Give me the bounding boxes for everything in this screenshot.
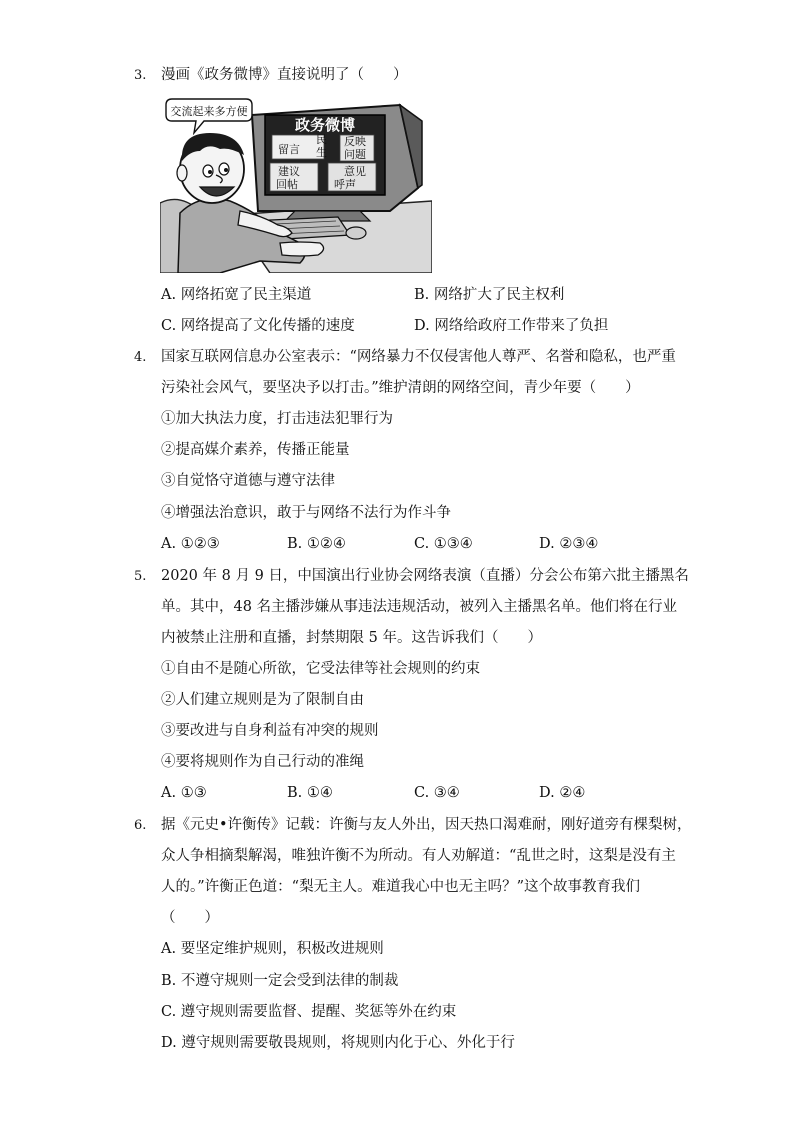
question-6-stem-line: （ ） [161,910,219,926]
question-4-stem-line: 国家互联网信息办公室表示：“网络暴力不仅侵害他人尊严、名誉和隐私，也严重 [161,349,676,365]
screen-word: 建议 [278,165,300,178]
q5-option-c[interactable]: C. ③④ [414,785,460,801]
question-5-number: 5. [134,569,147,584]
q3-option-d[interactable]: D. 网络给政府工作带来了负担 [414,318,609,334]
cartoon-image [160,93,432,273]
screen-word: 意见 [344,165,366,178]
q4-option-a[interactable]: A. ①②③ [161,536,220,552]
question-5-stem-line: 2020 年 8 月 9 日，中国演出行业协会网络表演（直播）分会公布第六批主播黑名 [161,568,689,584]
q4-option-c[interactable]: C. ①③④ [414,536,473,552]
q3-option-a[interactable]: A. 网络拓宽了民主渠道 [161,287,312,303]
question-5-stem-line: 单。其中，48 名主播涉嫌从事违法违规活动，被列入主播黑名单。他们将在行业 [161,599,678,615]
question-4-number: 4. [134,350,147,365]
screen-word: 留言 [278,143,300,156]
q4-item: ①加大执法力度，打击违法犯罪行为 [161,411,393,427]
q4-option-d[interactable]: D. ②③④ [539,536,599,552]
q5-item: ④要将规则作为自己行动的准绳 [161,754,364,770]
q6-option-d[interactable]: D. 遵守规则需要敬畏规则，将规则内化于心、外化于行 [161,1035,515,1051]
question-5-stem-line: 内被禁止注册和直播，封禁期限 5 年。这告诉我们（ ） [161,630,542,646]
q5-item: ①自由不是随心所欲，它受法律等社会规则的约束 [161,661,480,677]
q3-option-b[interactable]: B. 网络扩大了民主权利 [414,287,565,303]
screen-word: 生 [316,146,327,159]
q3-option-c[interactable]: C. 网络提高了文化传播的速度 [161,318,355,334]
screen-word: 问题 [344,148,366,161]
screen-word: 呼声 [334,178,356,191]
q4-item: ④增强法治意识，敢于与网络不法行为作斗争 [161,505,451,521]
q5-option-a[interactable]: A. ①③ [161,785,207,801]
question-3-stem: 漫画《政务微博》直接说明了（ ） [161,67,408,83]
mouse [346,227,366,239]
q5-item: ②人们建立规则是为了限制自由 [161,692,364,708]
speech-bubble-text: 交流起来多方便 [170,105,248,118]
q5-option-b[interactable]: B. ①④ [287,785,333,801]
question-6-stem-line: 众人争相摘梨解渴，唯独许衡不为所动。有人劝解道：“乱世之时，这梨是没有主 [161,848,676,864]
screen-word: 反映 [344,135,366,148]
q6-option-a[interactable]: A. 要坚定维护规则，积极改进规则 [161,941,384,957]
q4-item: ③自觉恪守道德与遵守法律 [161,473,335,489]
screen-title: 政务微博 [294,116,356,134]
question-6-number: 6. [134,818,147,833]
q5-option-d[interactable]: D. ②④ [539,785,586,801]
question-3-number: 3. [134,68,147,83]
question-6-stem-line: 据《元史•许衡传》记载：许衡与友人外出，因天热口渴难耐，刚好道旁有棵梨树， [161,817,692,833]
q6-option-b[interactable]: B. 不遵守规则一定会受到法律的制裁 [161,973,399,989]
q4-item: ②提高媒介素养，传播正能量 [161,442,350,458]
screen-word: 民 [316,133,327,146]
q6-option-c[interactable]: C. 遵守规则需要监督、提醒、奖惩等外在约束 [161,1004,457,1020]
q4-option-b[interactable]: B. ①②④ [287,536,346,552]
question-4-stem-line: 污染社会风气，要坚决予以打击。”维护清朗的网络空间，青少年要（ ） [161,380,640,396]
q5-item: ③要改进与自身利益有冲突的规则 [161,723,379,739]
screen-word: 回帖 [276,178,298,191]
question-6-stem-line: 人的。”许衡正色道：“梨无主人。难道我心中也无主吗？”这个故事教育我们 [161,879,640,895]
